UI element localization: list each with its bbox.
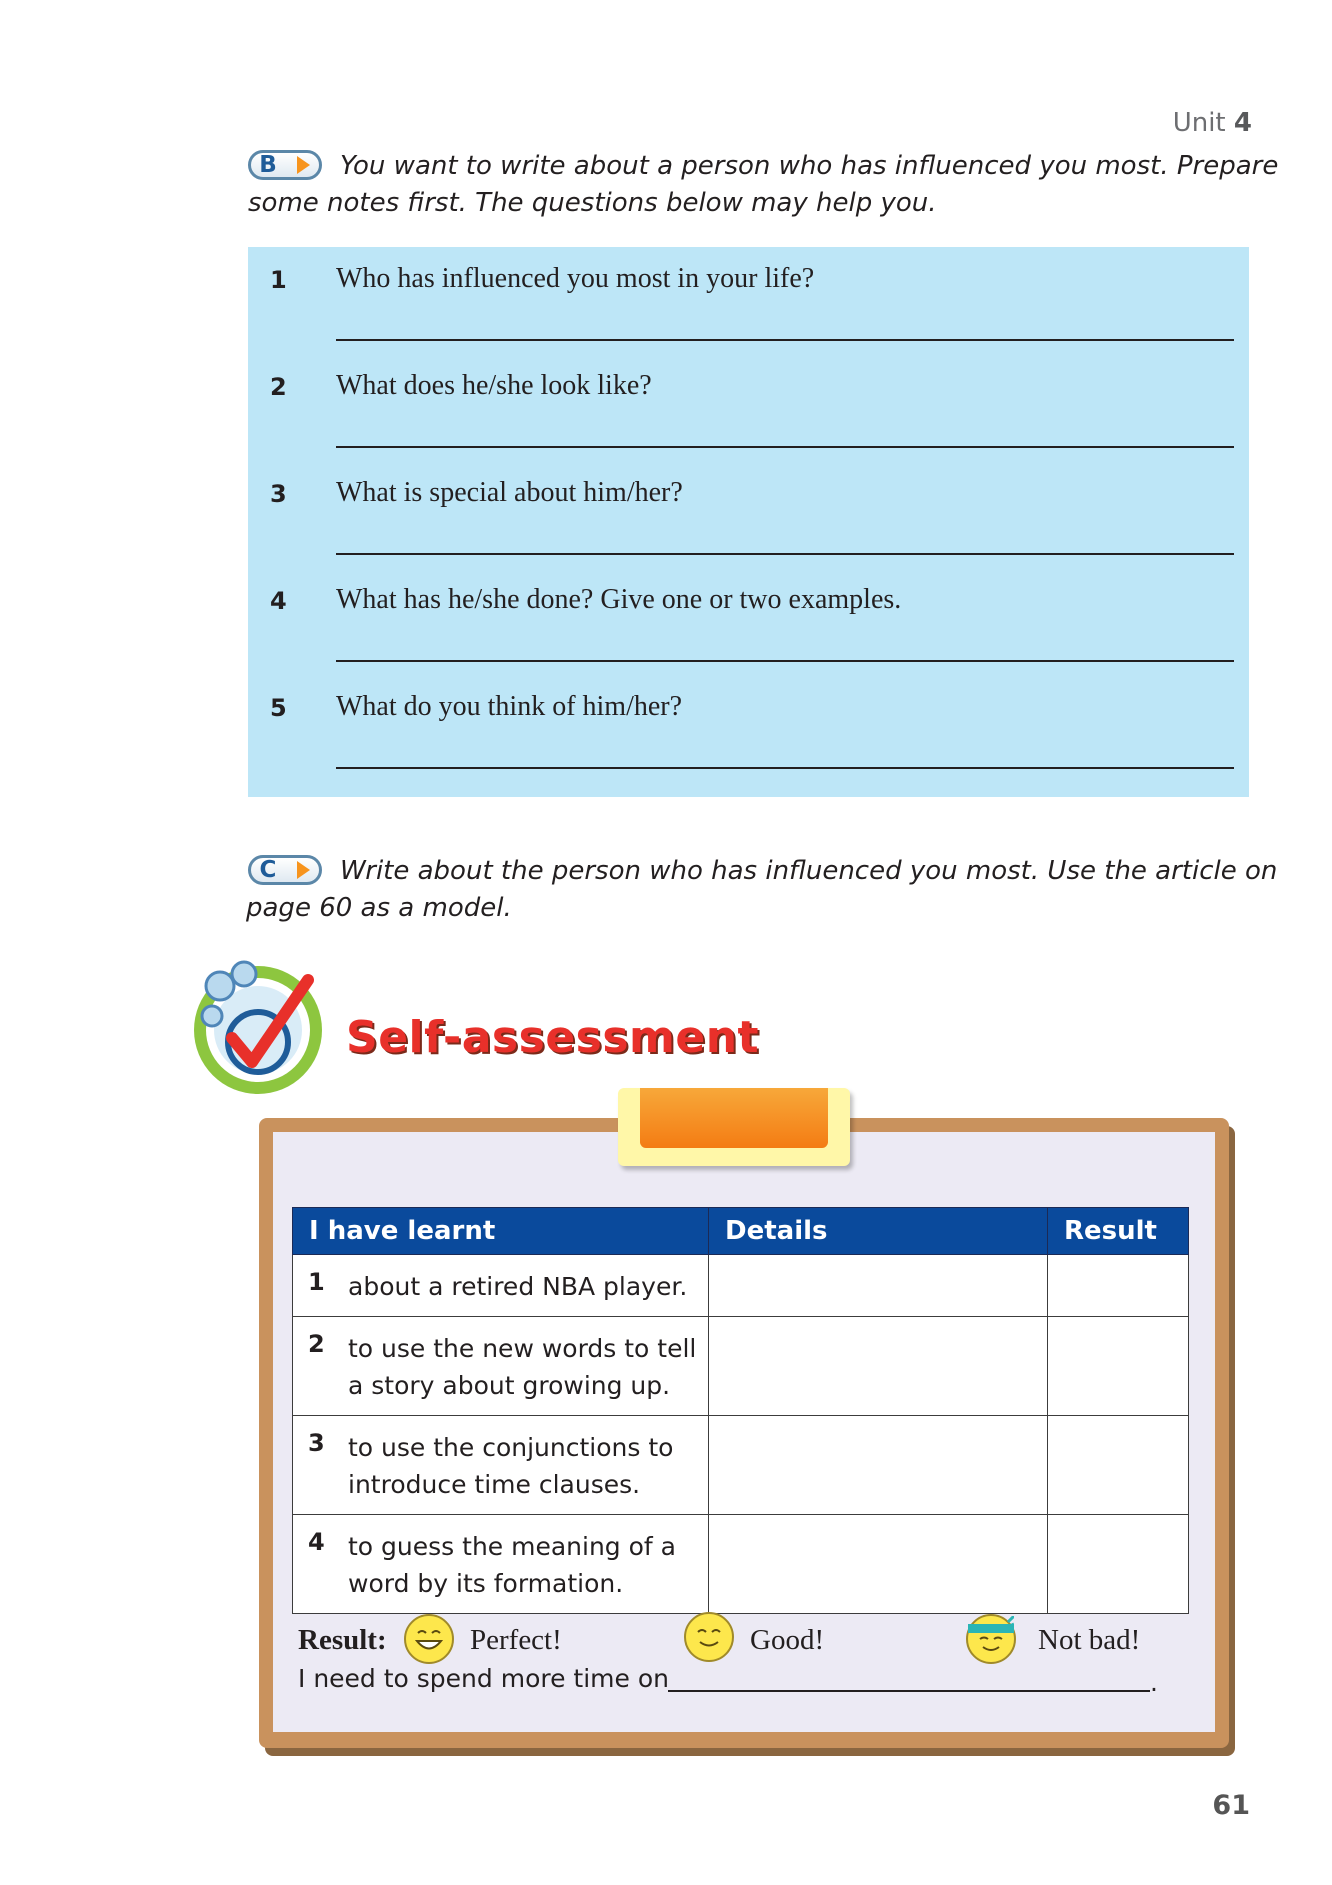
section-c-badge: C	[248, 855, 322, 885]
self-assessment-title: Self-assessment	[346, 1012, 760, 1063]
learnt-cell: 3 to use the conjunctions to introduce time clauses.	[293, 1416, 709, 1515]
board-tab	[618, 1088, 850, 1166]
need-more-time-text: I need to spend more time on	[298, 1664, 669, 1693]
column-header: Result	[1048, 1208, 1189, 1255]
table-header-row	[293, 1208, 1189, 1255]
result-label: Result:	[298, 1624, 387, 1656]
laughing-face-icon	[404, 1614, 454, 1664]
rating-perfect: Perfect!	[470, 1624, 562, 1656]
questions-box: 1 Who has influenced you most in your life? 2 What does he/she look like? 3 What is special about him/her? 4 What has he/she done? Give one or two examples. 5 What do you think of him/her?	[248, 247, 1249, 797]
details-cell[interactable]	[709, 1317, 1048, 1416]
play-arrow-icon	[297, 156, 310, 174]
section-b-badge: B	[248, 150, 322, 180]
table-row	[293, 1255, 1189, 1317]
period: .	[1150, 1668, 1158, 1697]
details-cell[interactable]	[709, 1255, 1048, 1317]
section-c-instruction-line1: Write about the person who has influenced you most. Use the article on	[340, 856, 1278, 886]
result-cell[interactable]	[1048, 1255, 1189, 1317]
play-arrow-icon	[297, 861, 310, 879]
details-cell[interactable]	[709, 1416, 1048, 1515]
board-tab-orange	[640, 1088, 828, 1148]
column-header: I have learnt	[293, 1208, 709, 1255]
page-number: 61	[1212, 1790, 1250, 1821]
unit-label: Unit 4	[1172, 108, 1252, 138]
need-more-time-line[interactable]	[668, 1690, 1150, 1692]
answer-line[interactable]	[336, 553, 1234, 555]
headband-face-icon	[966, 1614, 1016, 1664]
result-cell[interactable]	[1048, 1515, 1189, 1614]
rating-not-bad: Not bad!	[1038, 1624, 1141, 1656]
column-header: Details	[709, 1208, 1048, 1255]
details-cell[interactable]	[709, 1515, 1048, 1614]
table-row	[293, 1416, 1189, 1515]
result-cell[interactable]	[1048, 1317, 1189, 1416]
answer-line[interactable]	[336, 339, 1234, 341]
learnt-cell: 4 to guess the meaning of a word by its formation.	[293, 1515, 709, 1614]
rating-good: Good!	[750, 1624, 825, 1656]
table-row	[293, 1515, 1189, 1614]
section-b-instruction-line1: You want to write about a person who has influenced you most. Prepare	[340, 151, 1279, 181]
learnt-cell: 2 to use the new words to tell a story about growing up.	[293, 1317, 709, 1416]
section-c-instruction-line2: page 60 as a model.	[246, 893, 512, 923]
answer-line[interactable]	[336, 767, 1234, 769]
table-row	[293, 1317, 1189, 1416]
answer-line[interactable]	[336, 660, 1234, 662]
smiling-face-icon	[684, 1612, 734, 1662]
section-b-instruction-line2: some notes first. The questions below may help you.	[248, 188, 937, 218]
checkmark-logo-icon	[190, 958, 330, 1098]
self-assessment-table	[292, 1207, 1189, 1614]
learnt-cell: 1 about a retired NBA player.	[293, 1255, 709, 1317]
result-cell[interactable]	[1048, 1416, 1189, 1515]
answer-line[interactable]	[336, 446, 1234, 448]
